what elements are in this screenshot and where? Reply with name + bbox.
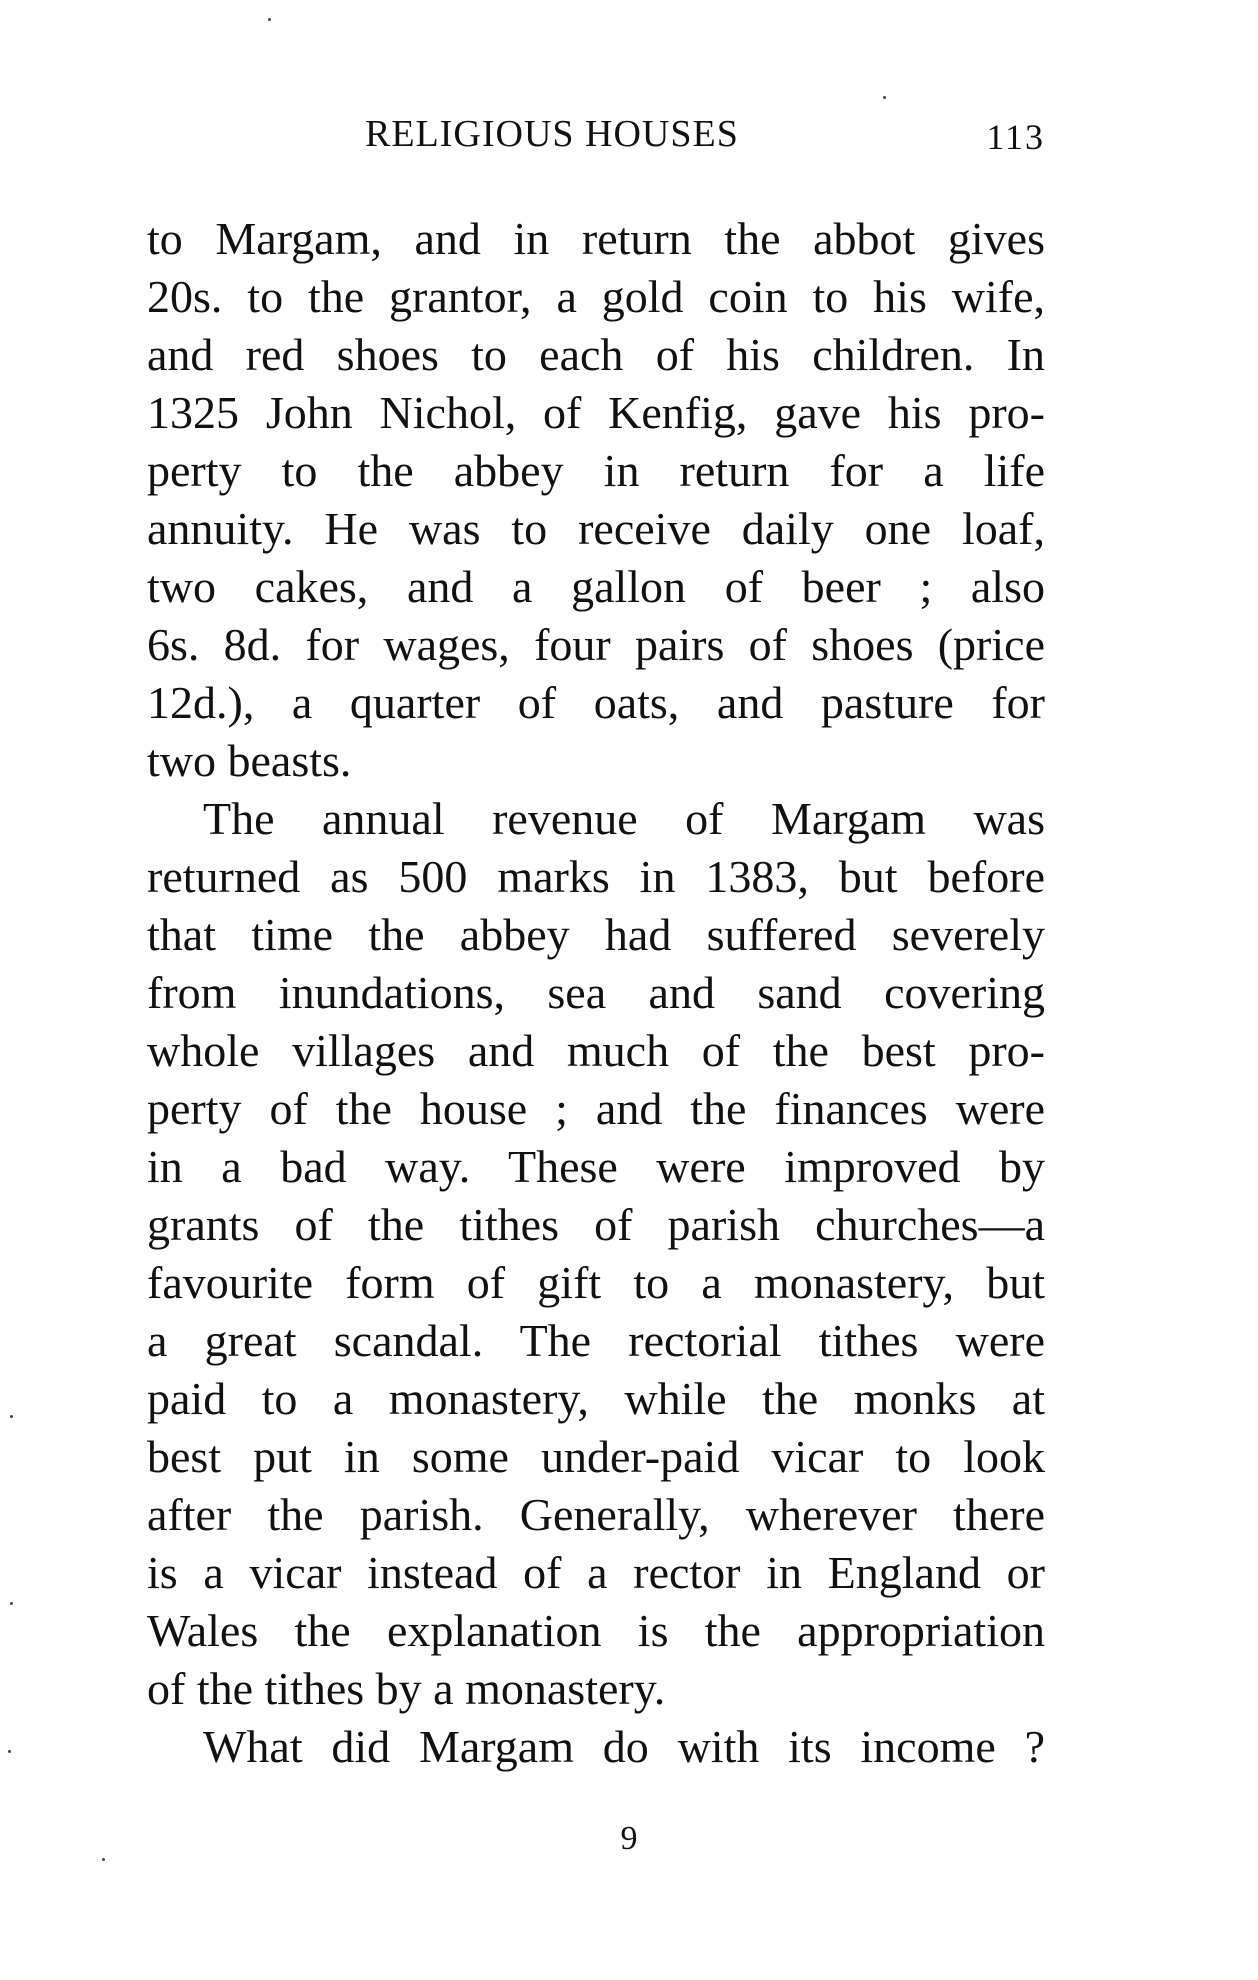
body-text <box>147 210 1045 1776</box>
text-line: favourite form of gift to a monastery, but <box>147 1257 1045 1308</box>
paragraph-start-line: The annual revenue of Margam was <box>203 793 1045 844</box>
text-line: in a bad way. These were improved by <box>147 1141 1045 1192</box>
text-line: annuity. He was to receive daily one loaf, <box>147 503 1045 554</box>
text-line: Wales the explanation is the appropriation <box>147 1605 1045 1656</box>
text-line: a great scandal. The rectorial tithes were <box>147 1315 1045 1366</box>
text-line: and red shoes to each of his children. In <box>147 329 1045 380</box>
running-head <box>145 112 1045 162</box>
text-line: returned as 500 marks in 1383, but before <box>147 851 1045 902</box>
signature-mark: 9 <box>620 1820 638 1857</box>
text-line: after the parish. Generally, wherever there <box>147 1489 1045 1540</box>
scan-speck <box>8 1750 11 1753</box>
text-line: whole villages and much of the best pro- <box>147 1025 1045 1076</box>
text-line: to Margam, and in return the abbot gives <box>147 213 1045 264</box>
running-title: RELIGIOUS HOUSES <box>365 113 739 155</box>
text-line: two beasts. <box>147 735 352 786</box>
text-line: best put in some under-paid vicar to look <box>147 1431 1045 1482</box>
text-line: perty to the abbey in return for a life <box>147 445 1045 496</box>
text-line: paid to a monastery, while the monks at <box>147 1373 1045 1424</box>
scan-speck <box>10 1415 13 1418</box>
text-line: 20s. to the grantor, a gold coin to his wife, <box>147 271 1045 322</box>
text-line: that time the abbey had suffered severely <box>147 909 1045 960</box>
text-line: perty of the house ; and the finances were <box>147 1083 1045 1134</box>
text-line: of the tithes by a monastery. <box>147 1663 666 1714</box>
text-line: grants of the tithes of parish churches—a <box>147 1199 1045 1250</box>
text-line: 6s. 8d. for wages, four pairs of shoes (price <box>147 619 1045 670</box>
text-line: from inundations, sea and sand covering <box>147 967 1045 1018</box>
scan-speck <box>268 18 271 21</box>
paragraph-start-line: What did Margam do with its income ? <box>203 1721 1045 1772</box>
scan-speck <box>102 1858 105 1861</box>
text-line: two cakes, and a gallon of beer ; also <box>147 561 1045 612</box>
scan-speck <box>883 96 886 99</box>
text-line: 1325 John Nichol, of Kenfig, gave his pro- <box>147 387 1045 438</box>
text-line: is a vicar instead of a rector in England or <box>147 1547 1045 1598</box>
page-number: 113 <box>986 117 1045 157</box>
text-line: 12d.), a quarter of oats, and pasture for <box>147 677 1045 728</box>
scan-speck <box>10 1602 13 1605</box>
